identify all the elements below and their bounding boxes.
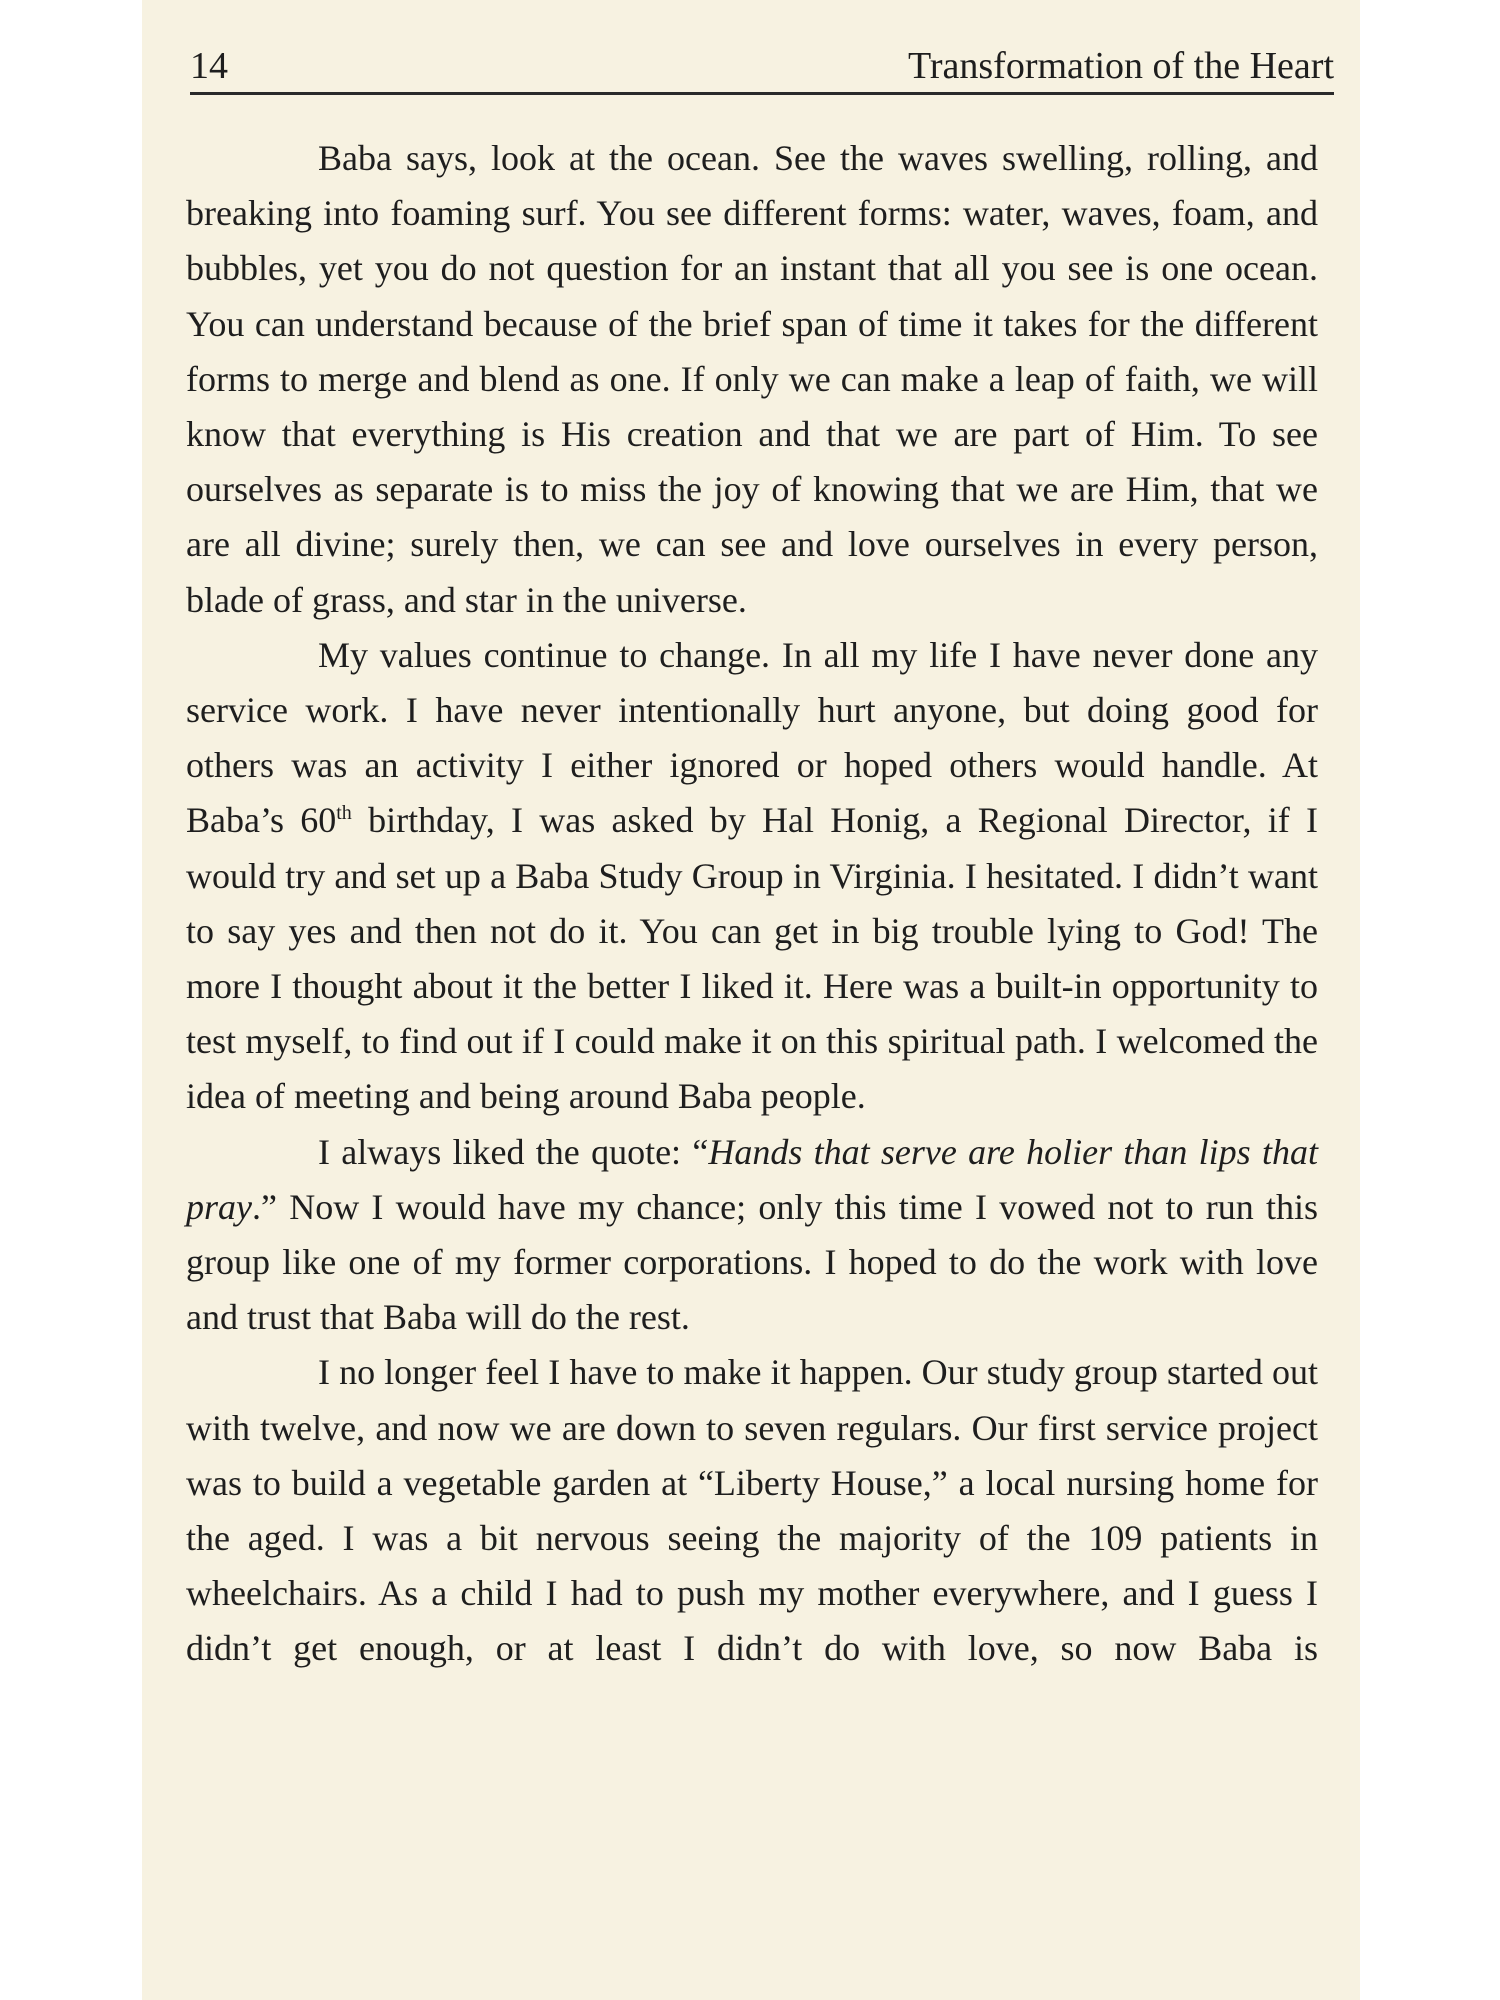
paragraph-ocean [186, 131, 1318, 628]
paragraph-text: birthday, I was asked by Hal Honig, a Regional Director, if I would try and set up a Baba Study Group in Virginia. I hesitated. I didn’t want to say yes and then not do it. You can get in big trouble lying to God! The more I thought about it the better I liked it. Here was a built-in opportunity to test myself, to find out if I could make it on this spiritual path. I welcomed the idea of meeting and being around Baba people. [186, 800, 1318, 1117]
paragraph-quote [186, 1125, 1318, 1346]
paragraph-text: Baba says, look at the ocean. See the waves swelling, rolling, and breaking into foaming surf. You see different forms: water, waves, foam, and bubbles, yet you do not question for an instant that all you see is one ocean. You can understand because of the brief span of time it takes for the different forms to merge and blend as one. If only we can make a leap of faith, we will know that everything is His creation and that we are part of Him. To see ourselves as separate is to miss the joy of knowing that we are Him, that we are all divine; surely then, we can see and love ourselves in every person, blade of grass, and star in the universe. [186, 138, 1318, 620]
page-number: 14 [190, 45, 228, 87]
running-title: Transformation of the Heart [908, 45, 1334, 87]
paragraph-text: I no longer feel I have to make it happen. Our study group started out with twelve, and now we are down to seven regulars. Our first service project was to build a vegetable garden at “Liberty House,” a local nursing home for the aged. I was a bit nervous seeing the majority of the 109 patients in wheelchairs. As a child I had to push my mother everywhere, and I guess I didn’t get enough, or at least I didn’t do with love, so now Baba is [186, 1352, 1318, 1669]
ordinal-superscript: th [336, 802, 352, 825]
paragraph-text: My values continue to change. In all my life I have never done any service work. I have never intentionally hurt anyone, but doing good for others was an activity I either ignored or hoped others would handle. At Baba’s 60 [186, 634, 1318, 841]
body-text [186, 131, 1318, 1677]
paragraph-text: .” Now I would have my chance; only this time I vowed not to run this group like one of my former corporations. I hoped to do the work with love and trust that Baba will do the rest. [186, 1186, 1318, 1338]
paragraph-values [186, 628, 1318, 1125]
paragraph-study-group [186, 1345, 1318, 1676]
page-header [190, 42, 1334, 95]
paragraph-text: I always liked the quote: “ [318, 1131, 709, 1172]
book-page [142, 0, 1360, 2000]
italic-quote: Hands that serve are holier than lips that pray [186, 1131, 1318, 1227]
